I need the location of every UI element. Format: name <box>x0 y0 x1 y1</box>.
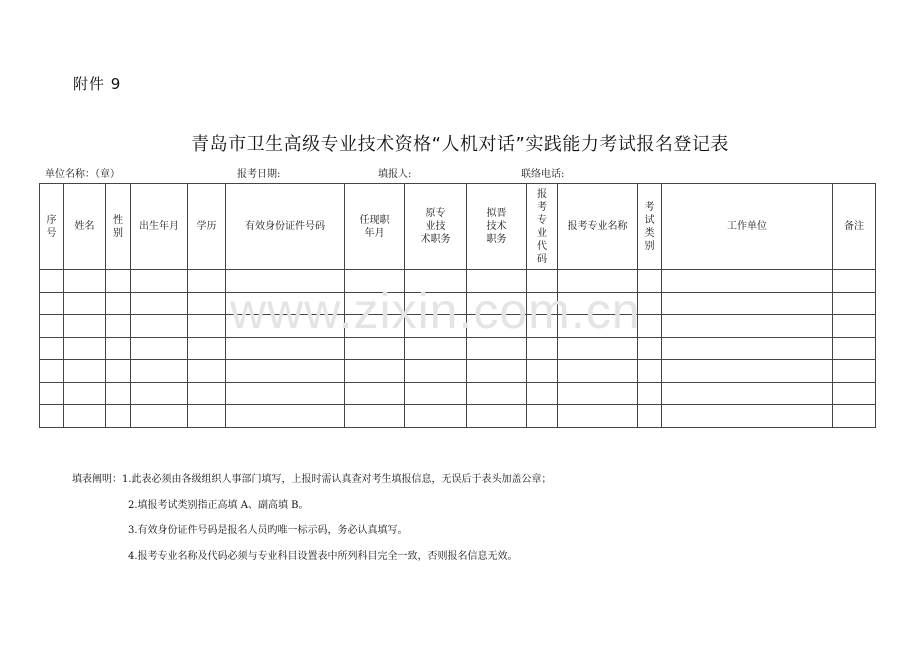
unit-name-label: 单位名称：（章） <box>45 169 120 180</box>
table-cell[interactable] <box>833 315 876 338</box>
table-cell[interactable] <box>405 360 467 383</box>
table-row <box>40 315 876 338</box>
column-header: 原专 业技 术职务 <box>405 184 467 270</box>
table-cell[interactable] <box>638 292 662 315</box>
table-cell[interactable] <box>106 337 131 360</box>
table-cell[interactable] <box>188 292 226 315</box>
table-cell[interactable] <box>226 405 345 428</box>
table-cell[interactable] <box>64 405 106 428</box>
exam-date-label: 报考日期: <box>237 169 281 180</box>
column-header: 出生年月 <box>131 184 188 270</box>
table-cell[interactable] <box>467 270 527 293</box>
table-row <box>40 360 876 383</box>
table-cell[interactable] <box>833 360 876 383</box>
table-cell[interactable] <box>64 270 106 293</box>
table-header-row <box>40 184 876 270</box>
table-cell[interactable] <box>558 315 638 338</box>
table-cell[interactable] <box>833 337 876 360</box>
table-cell[interactable] <box>188 337 226 360</box>
table-cell[interactable] <box>638 382 662 405</box>
column-header: 拟晋 技术 职务 <box>467 184 527 270</box>
table-cell[interactable] <box>226 292 345 315</box>
table-cell[interactable] <box>638 270 662 293</box>
table-cell[interactable] <box>558 360 638 383</box>
table-cell[interactable] <box>345 382 405 405</box>
table-cell[interactable] <box>662 292 833 315</box>
table-cell[interactable] <box>558 337 638 360</box>
table-cell[interactable] <box>188 405 226 428</box>
table-cell[interactable] <box>131 337 188 360</box>
table-cell[interactable] <box>226 337 345 360</box>
table-cell[interactable] <box>226 360 345 383</box>
table-cell[interactable] <box>527 360 558 383</box>
table-cell[interactable] <box>345 315 405 338</box>
table-cell[interactable] <box>40 360 64 383</box>
column-header: 报考专业名称 <box>558 184 638 270</box>
table-cell[interactable] <box>131 360 188 383</box>
table-cell[interactable] <box>188 382 226 405</box>
table-cell[interactable] <box>345 270 405 293</box>
table-cell[interactable] <box>131 315 188 338</box>
column-header: 姓名 <box>64 184 106 270</box>
table-cell[interactable] <box>833 292 876 315</box>
table-cell[interactable] <box>405 337 467 360</box>
table-cell[interactable] <box>558 382 638 405</box>
table-cell[interactable] <box>106 360 131 383</box>
table-cell[interactable] <box>638 337 662 360</box>
table-cell[interactable] <box>226 382 345 405</box>
attachment-label: 附件 9 <box>73 75 122 93</box>
column-header: 序 号 <box>40 184 64 270</box>
table-cell[interactable] <box>405 405 467 428</box>
table-cell[interactable] <box>662 270 833 293</box>
table-cell[interactable] <box>558 405 638 428</box>
table-cell[interactable] <box>467 315 527 338</box>
filler-label: 填报人: <box>378 169 412 180</box>
column-header: 报 考 专 业 代 码 <box>527 184 558 270</box>
table-cell[interactable] <box>558 270 638 293</box>
table-cell[interactable] <box>40 337 64 360</box>
table-cell[interactable] <box>131 292 188 315</box>
table-cell[interactable] <box>662 337 833 360</box>
table-cell[interactable] <box>405 315 467 338</box>
table-cell[interactable] <box>527 270 558 293</box>
table-cell[interactable] <box>662 405 833 428</box>
table-cell[interactable] <box>131 270 188 293</box>
table-cell[interactable] <box>833 405 876 428</box>
table-cell[interactable] <box>558 292 638 315</box>
table-cell[interactable] <box>40 405 64 428</box>
table-cell[interactable] <box>106 292 131 315</box>
phone-label: 联络电话: <box>521 169 565 180</box>
table-cell[interactable] <box>638 405 662 428</box>
table-cell[interactable] <box>833 270 876 293</box>
table-cell[interactable] <box>64 337 106 360</box>
table-cell[interactable] <box>467 337 527 360</box>
table-cell[interactable] <box>226 315 345 338</box>
table-cell[interactable] <box>64 315 106 338</box>
table-cell[interactable] <box>833 382 876 405</box>
table-cell[interactable] <box>106 270 131 293</box>
column-header: 学历 <box>188 184 226 270</box>
table-row <box>40 270 876 293</box>
table-cell[interactable] <box>40 292 64 315</box>
table-cell[interactable] <box>638 315 662 338</box>
column-header: 性 别 <box>106 184 131 270</box>
table-cell[interactable] <box>188 315 226 338</box>
note-3: 3.有效身份证件号码是报名人员旳唯一标示码，务必认真填写。 <box>128 525 408 536</box>
table-cell[interactable] <box>40 315 64 338</box>
table-cell[interactable] <box>405 270 467 293</box>
table-cell[interactable] <box>527 315 558 338</box>
table-cell[interactable] <box>467 292 527 315</box>
table-cell[interactable] <box>188 360 226 383</box>
table-cell[interactable] <box>405 382 467 405</box>
column-header: 考 试 类 别 <box>638 184 662 270</box>
column-header: 备注 <box>833 184 876 270</box>
table-cell[interactable] <box>345 405 405 428</box>
table-cell[interactable] <box>662 315 833 338</box>
table-cell[interactable] <box>64 360 106 383</box>
watermark: www.zixin.com.cn <box>230 283 641 339</box>
registration-table <box>39 183 876 428</box>
column-header: 工作单位 <box>662 184 833 270</box>
table-cell[interactable] <box>188 270 226 293</box>
table-cell[interactable] <box>527 337 558 360</box>
table-cell[interactable] <box>467 382 527 405</box>
table-row <box>40 382 876 405</box>
column-header: 有效身份证件号码 <box>226 184 345 270</box>
table-cell[interactable] <box>662 360 833 383</box>
table-cell[interactable] <box>131 405 188 428</box>
table-cell[interactable] <box>467 405 527 428</box>
table-cell[interactable] <box>405 292 467 315</box>
table-cell[interactable] <box>662 382 833 405</box>
table-cell[interactable] <box>64 382 106 405</box>
column-header: 任现职 年月 <box>345 184 405 270</box>
note-2: 2.填报考试类别指正高填 A、副高填 B。 <box>128 500 309 511</box>
table-cell[interactable] <box>638 360 662 383</box>
table-cell[interactable] <box>345 337 405 360</box>
note-1: 填表阐明：1.此表必须由各级组织人事部门填写，上报时需认真查对考生填报信息，无误后于表头加盖公章； <box>72 474 552 485</box>
table-cell[interactable] <box>527 382 558 405</box>
table-cell[interactable] <box>131 382 188 405</box>
table-row <box>40 292 876 315</box>
table-cell[interactable] <box>467 360 527 383</box>
table-row <box>40 337 876 360</box>
table-row <box>40 405 876 428</box>
table-cell[interactable] <box>106 382 131 405</box>
table-cell[interactable] <box>345 360 405 383</box>
note-4: 4.报考专业名称及代码必须与专业科目设置表中所列科目完全一致，否则报名信息无效。 <box>128 551 518 562</box>
form-title: 青岛市卫生高级专业技术资格“人机对话”实践能力考试报名登记表 <box>191 134 729 155</box>
table-cell[interactable] <box>345 292 405 315</box>
table-cell[interactable] <box>64 292 106 315</box>
table-cell[interactable] <box>40 382 64 405</box>
table-cell[interactable] <box>527 292 558 315</box>
table-cell[interactable] <box>106 405 131 428</box>
table-cell[interactable] <box>40 270 64 293</box>
table-cell[interactable] <box>106 315 131 338</box>
table-cell[interactable] <box>527 405 558 428</box>
table-cell[interactable] <box>226 270 345 293</box>
